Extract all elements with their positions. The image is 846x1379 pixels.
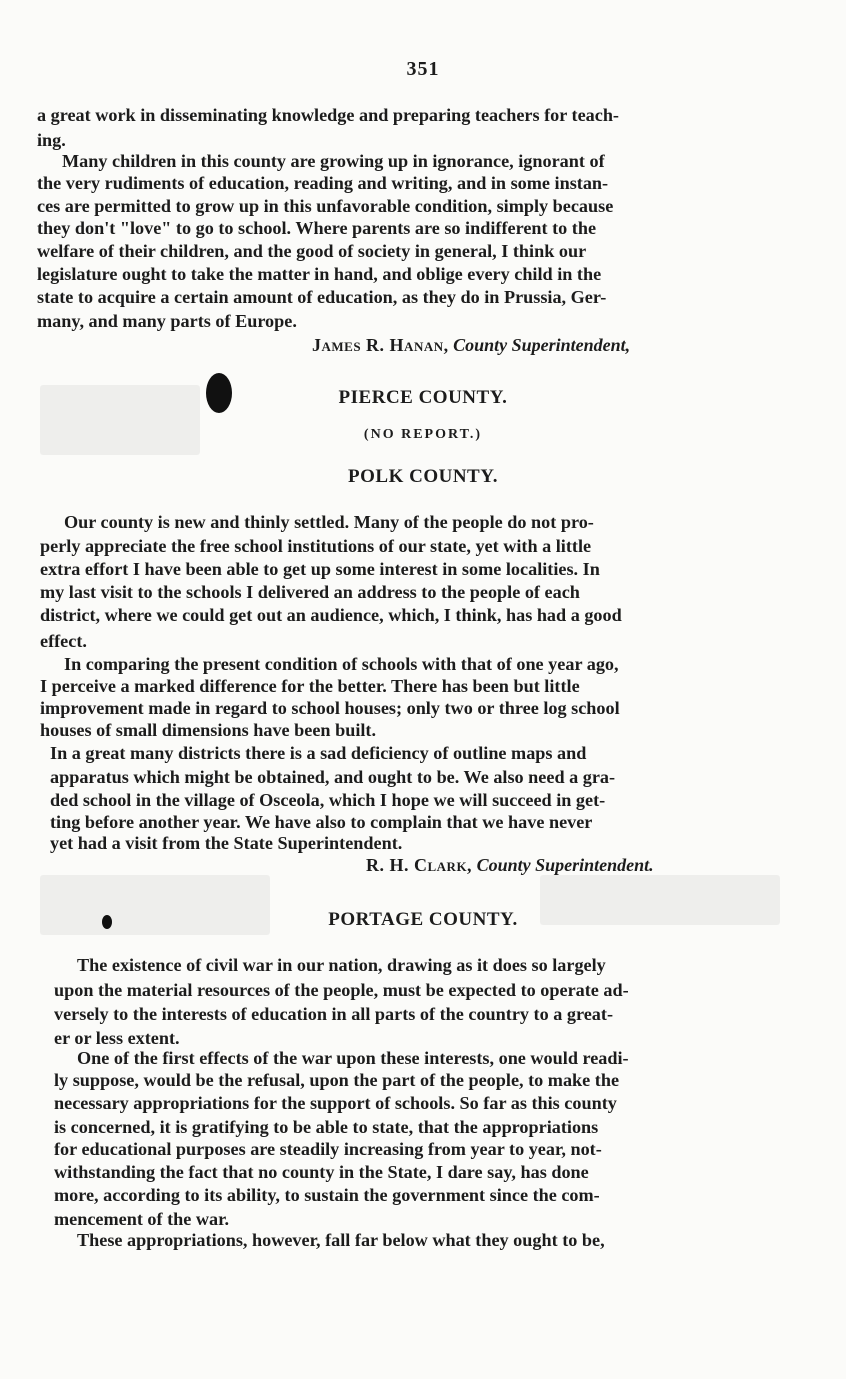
text-line: ded school in the village of Osceola, which I hope we will succeed in get- (50, 790, 606, 810)
text-line: versely to the interests of education in all parts of the country to a great- (54, 1004, 614, 1024)
text-line: for educational purposes are steadily increasing from year to year, not- (54, 1139, 602, 1159)
text-line: effect. (40, 631, 87, 651)
text-line: the very rudiments of education, reading and writing, and in some instan- (37, 173, 609, 193)
text-line: In comparing the present condition of schools with that of one year ago, (64, 654, 619, 674)
text-line: welfare of their children, and the good of society in general, I think our (37, 241, 587, 261)
text-line: apparatus which might be obtained, and ought to be. We also need a gra- (50, 767, 616, 787)
text-line: extra effort I have been able to get up some interest in some localities. In (40, 559, 600, 579)
text-line: withstanding the fact that no county in the State, I dare say, has done (54, 1162, 589, 1182)
text-line: many, and many parts of Europe. (37, 311, 297, 331)
text-line: One of the first effects of the war upon these interests, one would readi- (77, 1048, 629, 1068)
text-line: a great work in disseminating knowledge and preparing teachers for teach- (37, 105, 619, 125)
text-line: my last visit to the schools I delivered an address to the people of each (40, 582, 580, 602)
page-number: 351 (406, 58, 440, 80)
text-line: I perceive a marked difference for the better. There has been but little (40, 676, 580, 696)
text-line: er or less extent. (54, 1028, 180, 1048)
bleed-through-mark (40, 385, 200, 455)
text-line: In a great many districts there is a sad deficiency of outline maps and (50, 743, 587, 763)
section-heading-pierce: PIERCE COUNTY. (338, 387, 508, 408)
text-line: state to acquire a certain amount of education, as they do in Prussia, Ger- (37, 287, 607, 307)
text-line: ly suppose, would be the refusal, upon the part of the people, to make the (54, 1070, 620, 1090)
text-line: ces are permitted to grow up in this unfavorable condition, simply because (37, 196, 614, 216)
text-line: ting before another year. We have also to complain that we have never (50, 812, 593, 832)
no-report-note: (NO REPORT.) (363, 427, 483, 442)
text-line: houses of small dimensions have been built. (40, 720, 377, 740)
bleed-through-mark (540, 875, 780, 925)
signature (312, 335, 630, 356)
text-line: more, according to its ability, to sustain the government since the com- (54, 1185, 600, 1205)
text-line: legislature ought to take the matter in hand, and oblige every child in the (37, 264, 602, 284)
text-line: ing. (37, 130, 66, 150)
signature-title: County Superintendent. (476, 855, 654, 875)
section-heading-portage: PORTAGE COUNTY. (328, 909, 518, 930)
section-heading-polk: POLK COUNTY. (348, 466, 498, 487)
text-line: district, where we could get out an audience, which, I think, has had a good (40, 605, 622, 625)
text-line: Our county is new and thinly settled. Many of the people do not pro- (64, 512, 594, 532)
text-line: upon the material resources of the people, must be expected to operate ad- (54, 980, 629, 1000)
signature-name: R. H. Clark, (366, 855, 473, 875)
text-line: is concerned, it is gratifying to be able to state, that the appropriations (54, 1117, 599, 1137)
text-line: mencement of the war. (54, 1209, 230, 1229)
text-line: These appropriations, however, fall far below what they ought to be, (77, 1230, 605, 1250)
bleed-through-mark (40, 875, 270, 935)
signature-title: County Superintendent, (453, 335, 631, 355)
text-line: improvement made in regard to school houses; only two or three log school (40, 698, 620, 718)
text-line: they don't "love" to go to school. Where parents are so indifferent to the (37, 218, 597, 238)
text-line: perly appreciate the free school institutions of our state, yet with a little (40, 536, 592, 556)
text-line: Many children in this county are growing up in ignorance, ignorant of (62, 151, 605, 171)
signature (366, 855, 654, 876)
signature-name: James R. Hanan, (312, 335, 449, 355)
text-line: yet had a visit from the State Superintendent. (50, 833, 403, 853)
text-line: The existence of civil war in our nation, drawing as it does so largely (77, 955, 606, 975)
text-line: necessary appropriations for the support of schools. So far as this county (54, 1093, 617, 1113)
